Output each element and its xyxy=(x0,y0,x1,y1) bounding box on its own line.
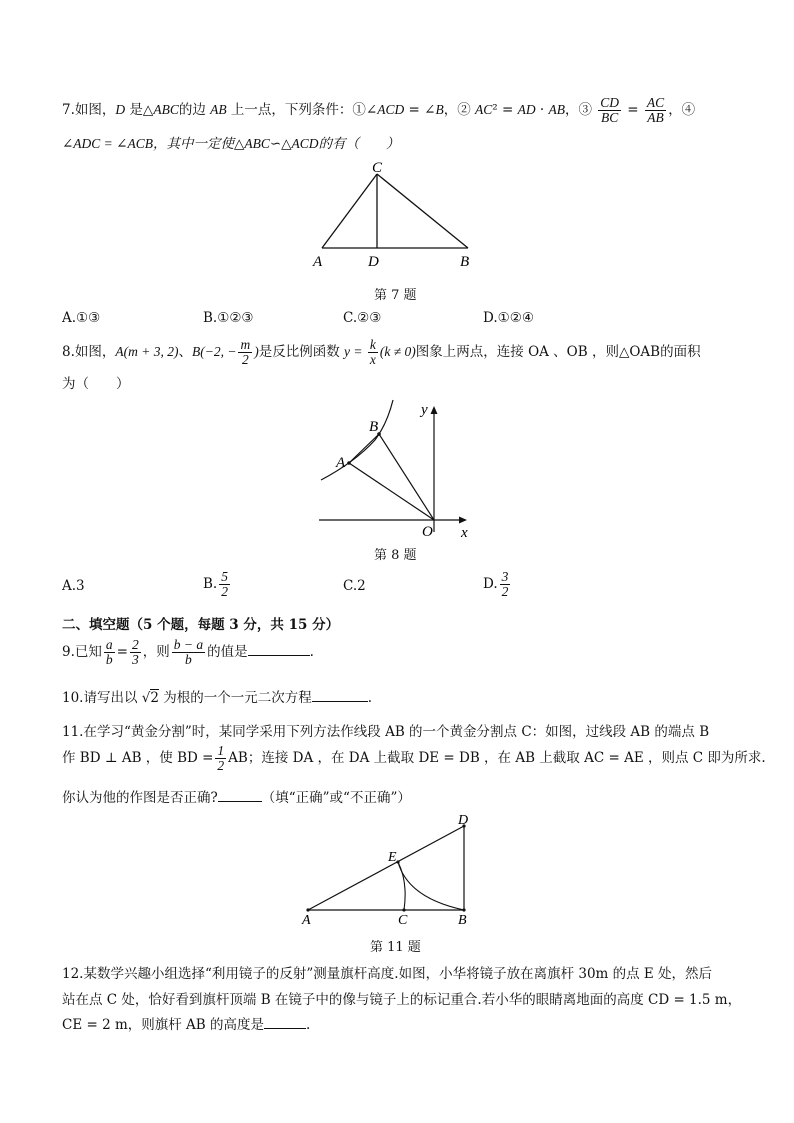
fraction-cd-bc: $\frac{CD}{BC}$ xyxy=(600,95,620,126)
label-a: A xyxy=(336,455,346,471)
q8-option-b: B. $\frac{5}{2}$ xyxy=(203,569,228,600)
q8-option-d: D. $\frac{3}{2}$ xyxy=(483,569,509,600)
q7-line2: ∠ADC = ∠ACB，其中一定使△ABC∽△ACD的有（ ） xyxy=(62,136,400,151)
q7-option-c: C.②③ xyxy=(343,310,382,326)
q7-line1: 7.如图，D 是△ABC的边 AB 上一点，下列条件：①∠ACD = ∠B，② AC² = AD · AB，③ $\frac{CD}{BC}$ = $\frac{AC}{AB}$ ，④ xyxy=(62,95,696,126)
section-heading: 二、填空题（5 个题，每题 3 分，共 15 分） xyxy=(62,617,340,633)
label-o: O xyxy=(422,524,433,540)
q10: 10.请写出以 √2 为根的一个一元二次方程 . xyxy=(62,690,373,706)
sqrt-symbol: √ xyxy=(141,690,151,706)
q11-line3: 你认为他的作图是否正确? （填“正确”或“不正确”） xyxy=(62,790,411,806)
q11-line1: 11.在学习“黄金分割”时，某同学采用下列方法作线段 AB 的一个黄金分割点 C：如图，过线段 AB 的端点 B xyxy=(62,724,710,740)
q8-option-a: A.3 xyxy=(62,578,85,594)
q7-option-d: D.①②④ xyxy=(483,310,534,326)
fraction-k-x: $\frac{k}{x}$ xyxy=(369,337,376,368)
label-c: C xyxy=(372,160,383,176)
answer-blank[interactable] xyxy=(218,789,262,802)
label-a: A xyxy=(313,254,323,270)
q7-figure xyxy=(300,160,490,272)
q11-caption: 第 11 题 xyxy=(370,940,421,955)
label-d: D xyxy=(458,813,469,828)
label-x: x xyxy=(461,525,468,541)
q12-line2: 站在点 C 处，恰好看到旗杆顶端 B 在镜子中的像与镜子上的标记重合.若小华的眼睛离地面的高度 CD = 1.5 m， xyxy=(62,992,742,1008)
q11-figure xyxy=(296,812,486,926)
label-c: C xyxy=(398,913,408,926)
q11-line2: 作 BD ⊥ AB ，使 BD = $\frac{1}{2}$ AB；连接 DA ，在 DA 上截取 DE = DB ，在 AB 上截取 AC = AE ，则点 C 即为所求. xyxy=(62,743,766,774)
q7-caption: 第 7 题 xyxy=(374,288,417,303)
label-b: B xyxy=(458,913,467,926)
q9: 9.已知 $\frac{a}{b}$ = $\frac{2}{3}$ ，则 $\frac{b - a}{b}$ 的值是 . xyxy=(62,637,314,668)
label-b: B xyxy=(460,254,470,270)
answer-blank[interactable] xyxy=(248,643,310,656)
q8-caption: 第 8 题 xyxy=(374,548,417,563)
label-b: B xyxy=(369,419,379,435)
q12-line3: CE = 2 m，则旗杆 AB 的高度是 . xyxy=(62,1017,311,1033)
label-a: A xyxy=(302,913,311,926)
q8-line1: 8.如图，A(m + 3, 2)、B(−2, − $\frac{m}{2}$ )是反比例函数 y = $\frac{k}{x}$ (k ≠ 0)图象上两点，连接 OA 、OB ，则△OAB的面积 xyxy=(62,337,701,368)
q8-figure xyxy=(315,396,485,546)
q7-option-b: B.①②③ xyxy=(203,310,254,326)
label-d: D xyxy=(368,254,379,270)
label-e: E xyxy=(388,850,397,865)
q8-line2: 为（ ） xyxy=(62,376,130,392)
fraction-ac-ab: $\frac{AC}{AB}$ xyxy=(646,95,665,126)
answer-blank[interactable] xyxy=(312,689,368,702)
fraction-m-2: $\frac{m}{2}$ xyxy=(240,337,251,368)
answer-blank[interactable] xyxy=(264,1016,306,1029)
q7-option-a: A.①③ xyxy=(62,310,101,326)
label-y: y xyxy=(421,402,428,418)
q12-line1: 12.某数学兴趣小组选择“利用镜子的反射”测量旗杆高度.如图，小华将镜子放在离旗杆 30m 的点 E 处，然后 xyxy=(62,966,713,982)
q8-option-c: C.2 xyxy=(343,578,366,594)
